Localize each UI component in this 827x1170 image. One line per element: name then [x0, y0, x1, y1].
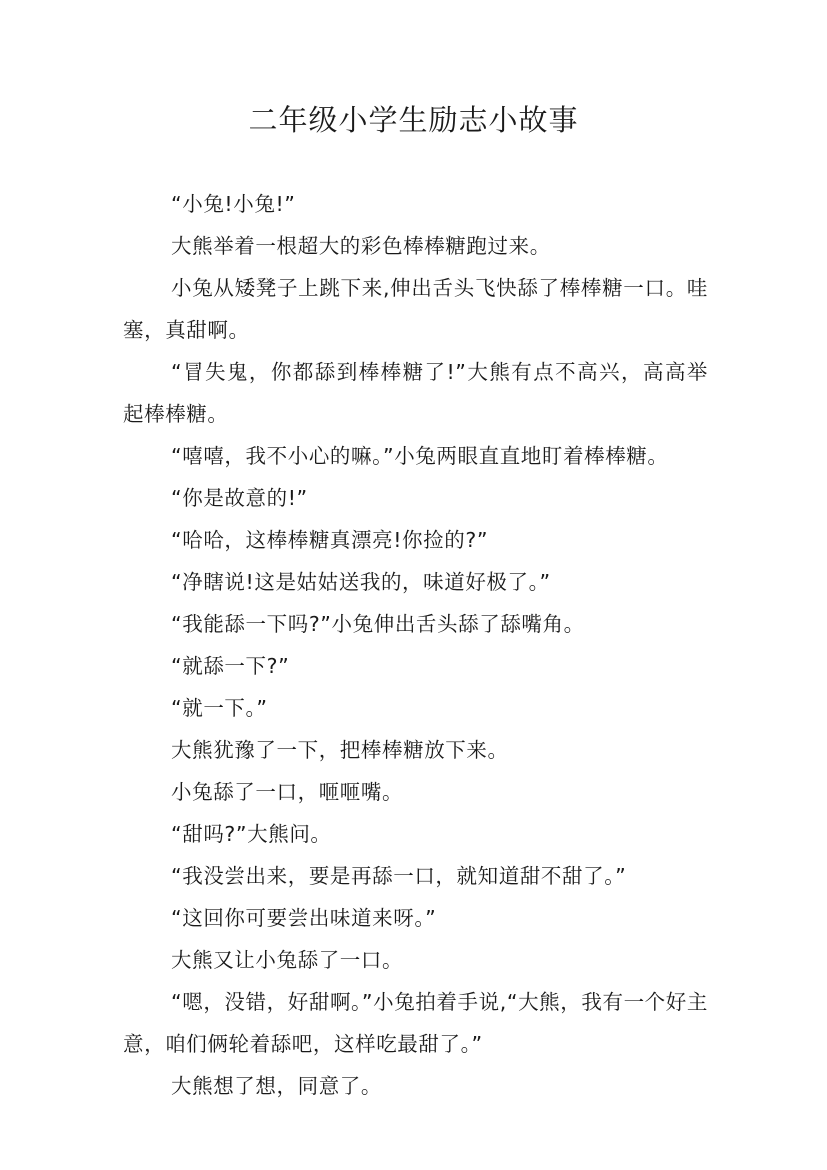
paragraph: “哈哈，这棒棒糖真漂亮!你捡的?”: [171, 528, 489, 552]
document-title: 二年级小学生励志小故事: [248, 103, 579, 137]
paragraph: “你是故意的!”: [171, 486, 308, 510]
paragraph: “净瞎说!这是姑姑送我的，味道好极了。”: [171, 570, 551, 594]
paragraph: “甜吗?”大熊问。: [171, 822, 332, 846]
paragraph: “嘻嘻，我不小心的嘛。”小兔两眼直直地盯着棒棒糖。: [171, 444, 669, 468]
paragraph: “小兔!小兔!”: [171, 192, 296, 216]
paragraph: “冒失鬼，你都舔到棒棒糖了!”大熊有点不高兴，高高举起棒棒糖。: [123, 360, 708, 426]
paragraph: “就舔一下?”: [171, 654, 290, 678]
paragraph: 大熊想了想，同意了。: [171, 1074, 382, 1098]
document-body: [123, 183, 708, 1107]
paragraph: 小兔舔了一口，咂咂嘴。: [171, 780, 404, 804]
paragraph: 大熊又让小兔舔了一口。: [171, 948, 404, 972]
paragraph: “嗯，没错，好甜啊。”小兔拍着手说,“大熊，我有一个好主意，咱们俩轮着舔吧，这样吃最甜了。”: [123, 990, 708, 1056]
paragraph: “这回你可要尝出味道来呀。”: [171, 906, 437, 930]
paragraph: “我能舔一下吗?”小兔伸出舌头舔了舔嘴角。: [171, 612, 585, 636]
paragraph: 大熊举着一根超大的彩色棒棒糖跑过来。: [171, 234, 551, 258]
paragraph: 小兔从矮凳子上跳下来,伸出舌头飞快舔了棒棒糖一口。哇塞，真甜啊。: [123, 276, 708, 342]
paragraph: “就一下。”: [171, 696, 268, 720]
paragraph: “我没尝出来，要是再舔一口，就知道甜不甜了。”: [171, 864, 627, 888]
paragraph: 大熊犹豫了一下，把棒棒糖放下来。: [171, 738, 509, 762]
